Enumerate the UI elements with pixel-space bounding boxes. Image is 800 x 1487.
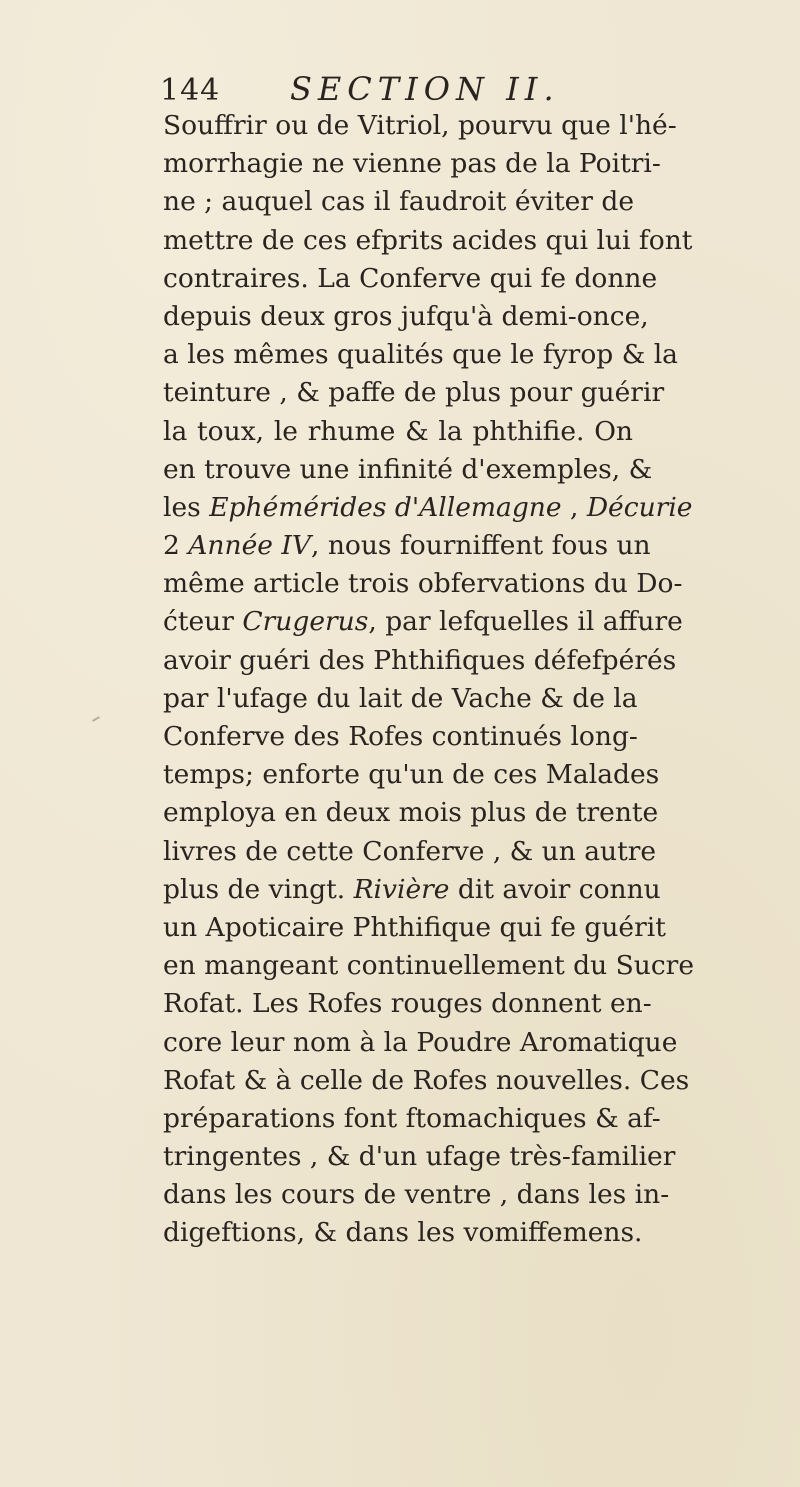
text-line xyxy=(163,1214,643,1252)
text-segment: plus de vingt. xyxy=(163,873,354,905)
page-header xyxy=(160,70,640,110)
italic-text: Année IV xyxy=(188,530,311,562)
text-segment: par l'ufage du lait de Vache & de la xyxy=(163,682,638,714)
text-line xyxy=(163,947,695,985)
text-segment: avoir guéri des Phthifiques défefpérés xyxy=(163,644,677,676)
text-line xyxy=(163,909,666,947)
text-segment: tringentes , & d'un ufage très-familier xyxy=(163,1141,676,1173)
italic-text: Ephémérides d'Allemagne xyxy=(209,491,562,523)
text-segment: dans les cours de ventre , dans les in- xyxy=(163,1179,670,1211)
page-number: 144 xyxy=(160,73,221,108)
text-line xyxy=(163,451,653,489)
text-line xyxy=(163,985,652,1023)
text-segment: depuis deux gros jufqu'à demi-once, xyxy=(163,300,649,332)
text-segment: ćteur xyxy=(163,606,243,638)
text-line xyxy=(163,183,633,221)
text-line xyxy=(163,527,651,565)
text-line xyxy=(163,145,661,183)
body-text xyxy=(163,107,695,1253)
text-line xyxy=(163,871,661,909)
italic-text: Rivière xyxy=(353,873,450,905)
text-line xyxy=(163,642,677,680)
text-segment: mettre de ces efprits acides qui lui font xyxy=(163,224,693,256)
text-line xyxy=(163,1062,690,1100)
text-segment: ne ; auquel cas il faudroit éviter de xyxy=(163,186,635,218)
italic-text: Décurie xyxy=(586,491,693,523)
text-line xyxy=(163,1138,676,1176)
text-segment: temps; enforte qu'un de ces Malades xyxy=(163,759,660,791)
text-segment: , par lefquelles il affure xyxy=(368,606,683,638)
text-segment: core leur nom à la Poudre Aromatique xyxy=(163,1026,678,1058)
text-segment: dit avoir connu xyxy=(449,873,661,905)
text-segment: la toux, le rhume & la phthifie. On xyxy=(163,415,633,447)
text-line xyxy=(163,222,693,260)
text-segment: Rofat. Les Rofes rouges donnent en- xyxy=(163,988,652,1020)
text-line xyxy=(163,565,683,603)
text-line xyxy=(163,833,657,871)
text-segment: en mangeant continuellement du Sucre xyxy=(163,950,695,982)
text-segment: , xyxy=(561,491,587,523)
text-line xyxy=(163,260,658,298)
text-segment: Conferve des Rofes continués long- xyxy=(163,721,638,752)
text-line xyxy=(163,718,638,756)
text-segment: livres de cette Conferve , & un autre xyxy=(163,835,657,867)
text-segment: un Apoticaire Phthifique qui fe guérit xyxy=(163,911,666,943)
text-line xyxy=(163,374,665,412)
text-segment: 2 xyxy=(163,530,189,562)
text-segment: digeftions, & dans les vomiffemens. xyxy=(163,1217,643,1249)
text-segment: a les mêmes qualités que le fyrop & la xyxy=(163,339,678,371)
text-line xyxy=(163,1100,661,1138)
italic-text: Crugerus xyxy=(242,606,369,638)
text-line xyxy=(163,603,683,641)
text-line xyxy=(163,107,677,145)
text-segment: Rofat & à celle de Rofes nouvelles. Ces xyxy=(163,1064,690,1096)
text-line xyxy=(163,756,660,794)
text-line xyxy=(163,794,659,832)
text-segment: les xyxy=(163,491,210,523)
text-line xyxy=(163,489,693,527)
text-segment: Souffrir ou de Vitriol, pourvu que l'hé- xyxy=(163,110,677,141)
text-line xyxy=(163,336,678,374)
text-segment: teinture , & paffe de plus pour guérir xyxy=(163,377,665,409)
text-line xyxy=(163,680,638,718)
text-line xyxy=(163,1176,670,1214)
text-segment: employa en deux mois plus de trente xyxy=(163,797,659,829)
text-segment: morrhagie ne vienne pas de la Poitri- xyxy=(163,148,661,180)
running-head: SECTION II. xyxy=(290,70,560,108)
text-line xyxy=(163,413,633,451)
text-line xyxy=(163,1024,678,1062)
text-segment: contraires. La Conferve qui fe donne xyxy=(163,262,658,294)
text-segment: en trouve une infinité d'exemples, & xyxy=(163,453,653,485)
text-segment: préparations font ftomachiques & af- xyxy=(163,1102,661,1134)
text-segment: même article trois obfervations du Do- xyxy=(163,568,683,600)
margin-mark xyxy=(92,716,100,722)
text-line xyxy=(163,298,649,336)
text-segment: , nous fourniffent fous un xyxy=(310,530,651,562)
